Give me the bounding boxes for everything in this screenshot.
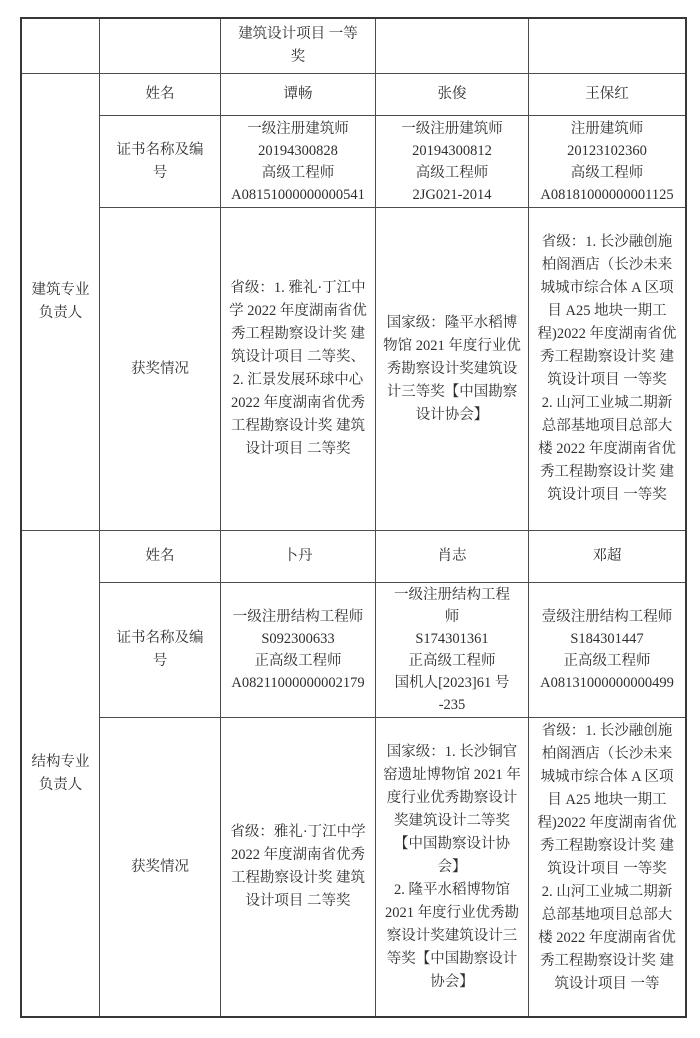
name-header-cell: 姓名 <box>100 74 221 116</box>
cert-header-cell: 证书名称及编号 <box>100 116 221 208</box>
name-cell: 邓超 <box>529 531 685 583</box>
cert-cell: 一级注册建筑师 20194300812 高级工程师 2JG021-2014 <box>376 116 529 208</box>
award-cell: 省级：1. 长沙融创施柏阁酒店（长沙未来城城市综合体 A 区项目 A25 地块一期工程)2022 年度湖南省优秀工程勘察设计奖 建筑设计项目 一等奖 2. 山河工业城二期新总部基地项目总部大楼 2022 年度湖南省优秀工程勘察设计奖 建筑设计项目 一等 <box>537 723 677 992</box>
name-cell: 卜丹 <box>221 531 376 583</box>
cert-cell: 一级注册结构工程师 S092300633 正高级工程师 A08211000000002179 <box>221 583 376 718</box>
award-cell: 国家级：1. 长沙铜官窑遗址博物馆 2021 年度行业优秀勘察设计奖建筑设计二等奖【中国勘察设计协会】 2. 隆平水稻博物馆 2021 年度行业优秀勘察设计奖建筑设计三等奖【中国勘察设计协会】 <box>376 718 529 1016</box>
name-cell: 谭畅 <box>221 74 376 116</box>
award-cell: 省级：雅礼·丁江中学 2022 年度湖南省优秀工程勘察设计奖 建筑设计项目 二等奖 <box>221 718 376 1016</box>
award-header-cell: 获奖情况 <box>100 718 221 1016</box>
empty-cell <box>22 19 100 74</box>
award-cell: 国家级：隆平水稻博物馆 2021 年度行业优秀勘察设计奖建筑设计三等奖【中国勘察设计协会】 <box>376 208 529 531</box>
cert-cell: 一级注册建筑师 20194300828 高级工程师 A08151000000000541 <box>221 116 376 208</box>
empty-cell <box>100 19 221 74</box>
empty-cell <box>376 19 529 74</box>
cert-cell: 壹级注册结构工程师 S184301447 正高级工程师 A08131000000000499 <box>529 583 685 718</box>
group-cell-architecture-lead: 建筑专业负责人 <box>22 74 100 531</box>
cert-cell: 注册建筑师 20123102360 高级工程师 A08181000000001125 <box>529 116 685 208</box>
name-header-cell: 姓名 <box>100 531 221 583</box>
carryover-award-cell: 建筑设计项目 一等 奖 <box>221 19 376 74</box>
cert-cell: 一级注册结构工程 师 S174301361 正高级工程师 国机人[2023]61 号 -235 <box>376 583 529 718</box>
award-cell: 省级：1. 雅礼·丁江中学 2022 年度湖南省优秀工程勘察设计奖 建筑设计项目 二等奖、2. 汇景发展环球中心 2022 年度湖南省优秀工程勘察设计奖 建筑设计项目 二等奖 <box>221 208 376 531</box>
name-cell: 肖志 <box>376 531 529 583</box>
qualification-table <box>20 17 687 1018</box>
award-cell: 省级：1. 长沙融创施柏阁酒店（长沙未来城城市综合体 A 区项目 A25 地块一期工程)2022 年度湖南省优秀工程勘察设计奖 建筑设计项目 一等奖 2. 山河工业城二期新总部基地项目总部大楼 2022 年度湖南省优秀工程勘察设计奖 建筑设计项目 一等奖 <box>529 208 685 531</box>
cert-header-cell: 证书名称及编号 <box>100 583 221 718</box>
empty-cell <box>529 19 685 74</box>
name-cell: 王保红 <box>529 74 685 116</box>
name-cell: 张俊 <box>376 74 529 116</box>
award-header-cell: 获奖情况 <box>100 208 221 531</box>
group-cell-structure-lead: 结构专业负责人 <box>22 531 100 1016</box>
